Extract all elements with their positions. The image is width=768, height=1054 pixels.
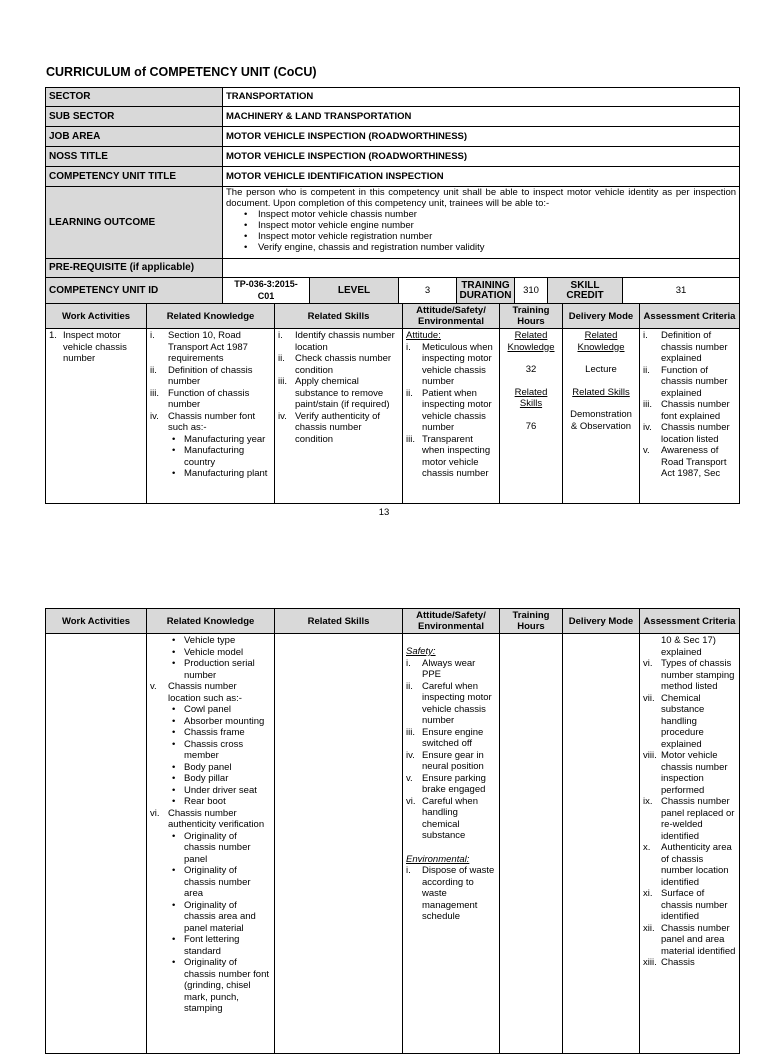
outcome-item: • Inspect motor vehicle registration number (226, 231, 736, 242)
assessment-item: viii. Motor vehicle chassis number inspection performed (643, 750, 728, 796)
cu-title-value: MOTOR VEHICLE IDENTIFICATION INSPECTION (223, 167, 740, 187)
knowledge-bullet: • Originality of chassis number font (grinding, chisel mark, punch, stamping (150, 957, 271, 1015)
delivery-rk-label: Related Knowledge (577, 330, 625, 353)
sector-value: TRANSPORTATION (223, 88, 740, 107)
attitude-cell (403, 634, 500, 1054)
training-duration-value: 310 (515, 278, 548, 304)
work-activity-cell (46, 329, 147, 504)
col-work-activities: Work Activities (46, 304, 147, 329)
delivery-cell (563, 634, 640, 1054)
learning-outcome-label: LEARNING OUTCOME (46, 187, 223, 259)
prereq-label: PRE-REQUISITE (if applicable) (46, 259, 223, 278)
assessment-item: ix. Chassis number panel replaced or re-welded identified (643, 796, 735, 842)
knowledge-item: i. Section 10, Road Transport Act 1987 requirements (150, 330, 248, 364)
job-area-label: JOB AREA (46, 127, 223, 147)
page-number: 13 (378, 507, 390, 518)
knowledge-bullet: • Vehicle type (150, 635, 271, 647)
assessment-item: xii. Chassis number panel and area material identified (643, 922, 736, 957)
skill-item: iv. Verify authenticity of chassis number condition (278, 410, 381, 445)
environmental-item: i. Dispose of waste according to waste management schedule (406, 865, 495, 922)
document-title: CURRICULUM of COMPETENCY UNIT (CoCU) (46, 65, 317, 79)
skills-cell (275, 329, 403, 504)
skill-item: i. Identify chassis number location (278, 330, 395, 353)
job-area-value: MOTOR VEHICLE INSPECTION (ROADWORTHINESS) (223, 127, 740, 147)
environmental-heading: Environmental: (406, 853, 470, 865)
attitude-item: iii. Transparent when inspecting motor vehicle chassis number (406, 433, 491, 479)
col-related-knowledge: Related Knowledge (147, 304, 275, 329)
noss-title-label: NOSS TITLE (46, 147, 223, 167)
skill-item: ii. Check chassis number condition (278, 353, 392, 376)
col-training-hours: Training Hours (500, 304, 563, 329)
knowledge-bullet: • Manufacturing country (150, 445, 271, 468)
knowledge-item: ii. Definition of chassis number (150, 364, 253, 387)
col-assessment: Assessment Criteria (640, 304, 740, 329)
knowledge-item: vi. Chassis number authenticity verification (150, 807, 265, 830)
assessment-cell (640, 329, 740, 504)
knowledge-bullet: • Originality of chassis number area (150, 865, 271, 900)
knowledge-cell (147, 634, 275, 1054)
col-related-knowledge: Related Knowledge (147, 609, 275, 634)
col-delivery-mode: Delivery Mode (563, 609, 640, 634)
attitude-heading: Attitude: (406, 330, 441, 341)
attitude-item: i. Meticulous when inspecting motor vehicle chassis number (406, 341, 493, 387)
knowledge-bullet: • Manufacturing year (150, 434, 271, 446)
delivery-rk-value: Lecture (585, 364, 617, 375)
knowledge-bullet: • Rear boot (150, 796, 271, 808)
unit-info-table (45, 87, 740, 304)
work-activity-item: 1. Inspect motor vehicle chassis number (49, 330, 127, 364)
skills-cell (275, 634, 403, 1054)
delivery-rs-label: Related Skills (572, 386, 630, 398)
col-related-skills: Related Skills (275, 304, 403, 329)
assessment-item: v. Awareness of Road Transport Act 1987, Sec (643, 445, 727, 479)
learning-outcome-intro: The person who is competent in this competency unit shall be able to inspect motor vehicle identity as per inspection document. Upon completion of this competency unit, trainees will be able to:- (226, 187, 737, 209)
safety-item: ii. Careful when inspecting motor vehicle chassis number (406, 680, 492, 726)
safety-item: i. Always wear PPE (406, 657, 476, 680)
knowledge-item: iii. Function of chassis number (150, 387, 250, 410)
cu-title-label: COMPETENCY UNIT TITLE (46, 167, 223, 187)
assessment-item: iv. Chassis number location listed (643, 422, 730, 445)
assessment-item: x. Authenticity area of chassis number location identified (643, 842, 732, 888)
knowledge-item: iv. Chassis number font such as:- (150, 410, 256, 433)
hours-rs-label: Related Skills (514, 386, 548, 409)
delivery-cell (563, 329, 640, 504)
outcome-item: • Inspect motor vehicle engine number (226, 220, 736, 231)
hours-rk-label: Related Knowledge (507, 330, 555, 353)
safety-heading: Safety: (406, 646, 436, 657)
assessment-continued: 10 & Sec 17) explained (661, 635, 716, 658)
outcome-item: • Verify engine, chassis and registration number validity (226, 242, 736, 253)
attitude-cell (403, 329, 500, 504)
prereq-value (223, 259, 740, 278)
knowledge-bullet: • Under driver seat (150, 785, 271, 797)
assessment-item: xi. Surface of chassis number identified (643, 888, 728, 922)
safety-item: iv. Ensure gear in neural position (406, 749, 484, 772)
knowledge-bullet: • Originality of chassis number panel (150, 831, 271, 866)
col-work-activities: Work Activities (46, 609, 147, 634)
hours-rk-value: 32 (525, 364, 537, 375)
col-delivery-mode: Delivery Mode (563, 304, 640, 329)
hours-cell (500, 329, 563, 504)
knowledge-bullet: • Chassis cross member (150, 739, 271, 762)
assessment-item: vi. Types of chassis number stamping method listed (643, 658, 735, 692)
knowledge-bullet: • Font lettering standard (150, 934, 271, 957)
skill-credit-label: SKILL CREDIT (548, 278, 623, 304)
col-related-skills: Related Skills (275, 609, 403, 634)
cu-id-label: COMPETENCY UNIT ID (46, 278, 223, 304)
knowledge-bullet: • Cowl panel (150, 704, 271, 716)
knowledge-bullet: • Body panel (150, 762, 271, 774)
delivery-rs-value: Demonstration & Observation (570, 409, 632, 432)
skill-credit-value: 31 (623, 278, 740, 304)
assessment-cell (640, 634, 740, 1054)
knowledge-bullet: • Body pillar (150, 773, 271, 785)
assessment-item: xiii. Chassis (643, 957, 695, 968)
safety-item: v. Ensure parking brake engaged (406, 772, 486, 795)
assessment-item: iii. Chassis number font explained (643, 399, 730, 422)
safety-item: iii. Ensure engine switched off (406, 726, 484, 749)
outcome-item: • Inspect motor vehicle chassis number (226, 209, 736, 220)
assessment-item: ii. Function of chassis number explained (643, 364, 728, 399)
col-attitude: Attitude/Safety/ Environmental (403, 609, 500, 634)
assessment-item: i. Definition of chassis number explained (643, 330, 728, 364)
knowledge-bullet: • Originality of chassis area and panel material (150, 900, 271, 935)
knowledge-bullet: • Chassis frame (150, 727, 271, 739)
attitude-item: ii. Patient when inspecting motor vehicle chassis number (406, 387, 492, 433)
learning-outcome (223, 187, 740, 259)
knowledge-bullet: • Vehicle model (150, 647, 271, 659)
knowledge-bullet: • Absorber mounting (150, 716, 271, 728)
skill-item: iii. Apply chemical substance to remove paint/stain (if required) (278, 376, 390, 410)
safety-item: vi. Careful when handling chemical substance (406, 795, 478, 841)
knowledge-cell (147, 329, 275, 504)
sub-sector-value: MACHINERY & LAND TRANSPORTATION (223, 107, 740, 127)
hours-cell (500, 634, 563, 1054)
noss-title-value: MOTOR VEHICLE INSPECTION (ROADWORTHINESS) (223, 147, 740, 167)
col-training-hours: Training Hours (500, 609, 563, 634)
cu-id-value: TP-036-3:2015-C01 (223, 278, 310, 304)
col-assessment: Assessment Criteria (640, 609, 740, 634)
hours-rs-value: 76 (525, 420, 537, 432)
knowledge-bullet: • Manufacturing plant (150, 468, 271, 480)
work-activity-cell (46, 634, 147, 1054)
knowledge-item: v. Chassis number location such as:- (150, 681, 242, 704)
col-attitude: Attitude/Safety/ Environmental (403, 304, 500, 329)
assessment-item: vii. Chemical substance handling procedure explained (643, 692, 705, 750)
knowledge-bullet: • Production serial number (150, 658, 271, 681)
sub-sector-label: SUB SECTOR (46, 107, 223, 127)
level-value: 3 (399, 278, 457, 304)
activities-table-continued (45, 608, 740, 1054)
activities-table (45, 303, 740, 504)
level-label: LEVEL (310, 278, 399, 304)
sector-label: SECTOR (46, 88, 223, 107)
training-duration-label: TRAINING DURATION (457, 278, 515, 304)
